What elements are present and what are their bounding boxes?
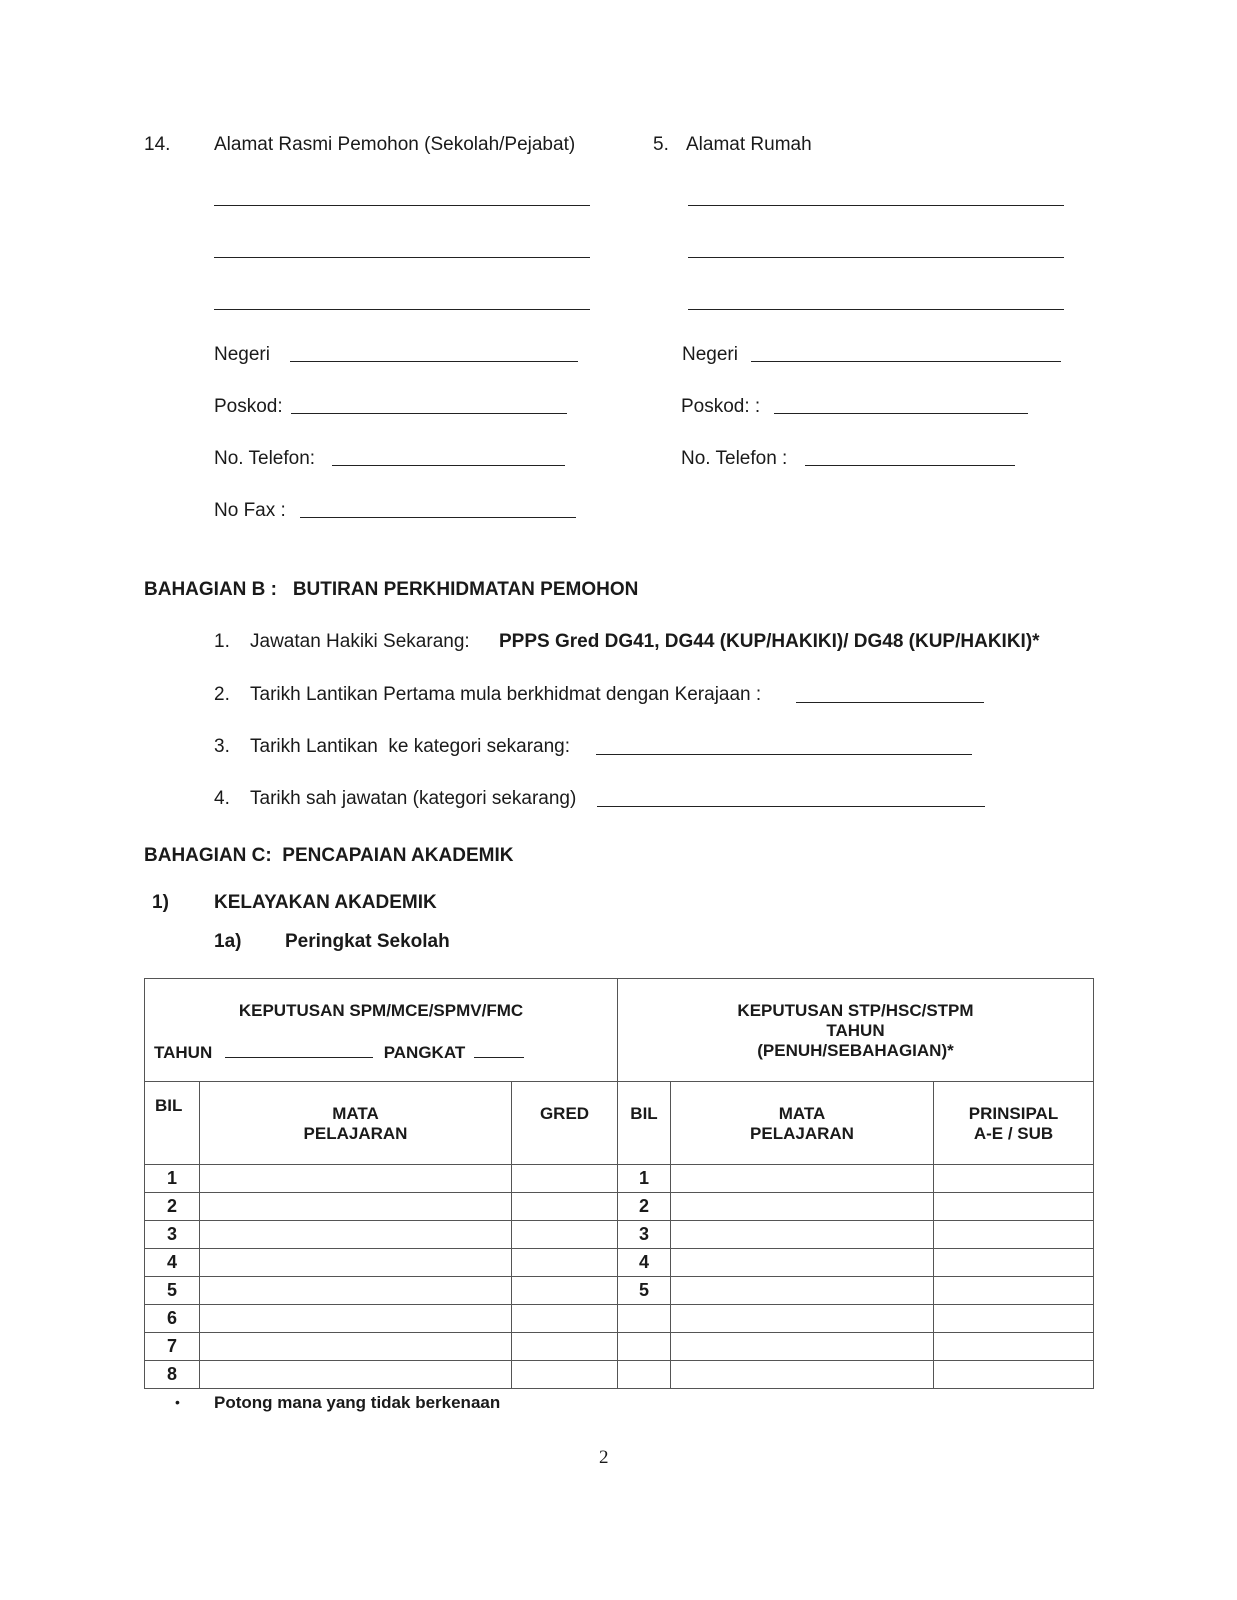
official-address-line-3[interactable] — [214, 309, 590, 310]
right-bil: 5 — [618, 1277, 671, 1305]
home-negeri-field[interactable] — [751, 361, 1061, 362]
b-item-2-number: 2. — [214, 684, 230, 705]
gred-cell[interactable] — [512, 1193, 618, 1221]
left-bil: 1 — [145, 1165, 200, 1193]
home-address-line-1[interactable] — [688, 205, 1064, 206]
table-row — [145, 1165, 1094, 1193]
b-item-3-label: Tarikh Lantikan ke kategori sekarang: — [250, 736, 571, 757]
col-gred: GRED — [512, 1082, 618, 1165]
left-bil: 8 — [145, 1361, 200, 1389]
gred-cell[interactable] — [512, 1221, 618, 1249]
table-row — [145, 1361, 1094, 1389]
right-subject-cell[interactable] — [671, 1165, 934, 1193]
col-mata-right: MATA PELAJARAN — [671, 1082, 934, 1165]
stpm-penuh-sebahagian: (PENUH/SEBAHAGIAN)* — [757, 1041, 954, 1060]
official-poskod-field[interactable] — [291, 413, 567, 414]
left-bil: 6 — [145, 1305, 200, 1333]
home-negeri-label: Negeri — [682, 344, 738, 365]
gred-cell[interactable] — [512, 1361, 618, 1389]
table-row — [145, 1193, 1094, 1221]
prinsipal-cell[interactable] — [934, 1165, 1094, 1193]
right-bil — [618, 1361, 671, 1389]
b-item-3-number: 3. — [214, 736, 230, 757]
left-bil: 4 — [145, 1249, 200, 1277]
gred-cell[interactable] — [512, 1305, 618, 1333]
left-subject-cell[interactable] — [200, 1361, 512, 1389]
b-item-1-number: 1. — [214, 631, 230, 652]
tahun-label: TAHUN — [154, 1043, 213, 1062]
official-poskod-label: Poskod: — [214, 396, 283, 417]
table-row — [145, 1305, 1094, 1333]
official-fax-label: No Fax : — [214, 500, 286, 521]
left-subject-cell[interactable] — [200, 1165, 512, 1193]
prinsipal-cell[interactable] — [934, 1193, 1094, 1221]
left-subject-cell[interactable] — [200, 1249, 512, 1277]
right-bil: 3 — [618, 1221, 671, 1249]
prinsipal-cell[interactable] — [934, 1277, 1094, 1305]
gred-cell[interactable] — [512, 1249, 618, 1277]
pangkat-label: PANGKAT — [383, 1043, 466, 1062]
right-subject-cell[interactable] — [671, 1221, 934, 1249]
left-bil: 7 — [145, 1333, 200, 1361]
col-mata-left: MATA PELAJARAN — [200, 1082, 512, 1165]
right-bil — [618, 1305, 671, 1333]
c-sub-1-label: KELAYAKAN AKADEMIK — [214, 892, 437, 913]
left-bil: 2 — [145, 1193, 200, 1221]
home-poskod-label: Poskod: : — [681, 396, 761, 417]
official-address-label: Alamat Rasmi Pemohon (Sekolah/Pejabat) — [214, 134, 576, 155]
home-telefon-field[interactable] — [805, 465, 1015, 466]
left-bil: 5 — [145, 1277, 200, 1305]
left-bil: 3 — [145, 1221, 200, 1249]
prinsipal-cell[interactable] — [934, 1221, 1094, 1249]
official-fax-field[interactable] — [300, 517, 576, 518]
b-item-4-number: 4. — [214, 788, 230, 809]
bullet-icon: • — [175, 1394, 180, 1410]
right-subject-cell[interactable] — [671, 1305, 934, 1333]
spm-title: KEPUTUSAN SPM/MCE/SPMV/FMC — [238, 1001, 524, 1020]
official-address-line-1[interactable] — [214, 205, 590, 206]
page-number: 2 — [599, 1447, 609, 1468]
official-telefon-field[interactable] — [332, 465, 565, 466]
right-subject-cell[interactable] — [671, 1277, 934, 1305]
gred-cell[interactable] — [512, 1277, 618, 1305]
prinsipal-cell[interactable] — [934, 1333, 1094, 1361]
home-address-label: Alamat Rumah — [686, 134, 812, 155]
official-telefon-label: No. Telefon: — [214, 448, 316, 469]
table-row — [145, 1221, 1094, 1249]
b-item-4-field[interactable] — [597, 806, 985, 807]
spm-header-cell — [145, 979, 618, 1082]
gred-cell[interactable] — [512, 1333, 618, 1361]
table-row — [145, 1249, 1094, 1277]
footnote: Potong mana yang tidak berkenaan — [214, 1393, 501, 1412]
home-address-line-2[interactable] — [688, 257, 1064, 258]
official-address-line-2[interactable] — [214, 257, 590, 258]
col-bil-left: BIL — [145, 1082, 200, 1165]
right-bil: 1 — [618, 1165, 671, 1193]
right-subject-cell[interactable] — [671, 1333, 934, 1361]
stpm-tahun: TAHUN — [826, 1021, 885, 1040]
b-item-3-field[interactable] — [596, 754, 972, 755]
stpm-header-cell — [618, 979, 1094, 1082]
section-b-heading: BAHAGIAN B : BUTIRAN PERKHIDMATAN PEMOHON — [144, 579, 639, 600]
b-item-4-label: Tarikh sah jawatan (kategori sekarang) — [250, 788, 577, 809]
official-negeri-field[interactable] — [290, 361, 578, 362]
item-14-number: 14. — [144, 134, 171, 155]
col-bil-right: BIL — [618, 1082, 671, 1165]
left-subject-cell[interactable] — [200, 1193, 512, 1221]
left-subject-cell[interactable] — [200, 1305, 512, 1333]
c-sub-1a-number: 1a) — [214, 931, 242, 952]
b-item-2-field[interactable] — [796, 702, 984, 703]
left-subject-cell[interactable] — [200, 1333, 512, 1361]
gred-cell[interactable] — [512, 1165, 618, 1193]
right-bil: 4 — [618, 1249, 671, 1277]
right-subject-cell[interactable] — [671, 1361, 934, 1389]
home-address-line-3[interactable] — [688, 309, 1064, 310]
prinsipal-cell[interactable] — [934, 1249, 1094, 1277]
c-sub-1a-label: Peringkat Sekolah — [285, 931, 450, 952]
section-c-heading: BAHAGIAN C: PENCAPAIAN AKADEMIK — [144, 845, 514, 866]
c-sub-1-number: 1) — [152, 892, 169, 913]
right-subject-cell[interactable] — [671, 1249, 934, 1277]
b-item-1-label: Jawatan Hakiki Sekarang: — [250, 631, 470, 652]
table-row — [145, 1277, 1094, 1305]
tahun-field[interactable] — [225, 1041, 373, 1058]
prinsipal-cell[interactable] — [934, 1305, 1094, 1333]
official-negeri-label: Negeri — [214, 344, 270, 365]
right-subject-cell[interactable] — [671, 1193, 934, 1221]
stpm-title: KEPUTUSAN STP/HSC/STPM — [737, 1001, 974, 1020]
home-poskod-field[interactable] — [774, 413, 1028, 414]
academic-results-table — [144, 978, 1094, 1389]
b-item-1-value: PPPS Gred DG41, DG44 (KUP/HAKIKI)/ DG48 (KUP/HAKIKI)* — [499, 631, 1040, 652]
left-subject-cell[interactable] — [200, 1277, 512, 1305]
item-5-number: 5. — [653, 134, 669, 155]
home-telefon-label: No. Telefon : — [681, 448, 788, 469]
prinsipal-cell[interactable] — [934, 1361, 1094, 1389]
col-prinsipal: PRINSIPAL A-E / SUB — [934, 1082, 1094, 1165]
table-row — [145, 1333, 1094, 1361]
right-bil — [618, 1333, 671, 1361]
b-item-2-label: Tarikh Lantikan Pertama mula berkhidmat dengan Kerajaan : — [250, 684, 762, 705]
left-subject-cell[interactable] — [200, 1221, 512, 1249]
pangkat-field[interactable] — [474, 1041, 524, 1058]
right-bil: 2 — [618, 1193, 671, 1221]
